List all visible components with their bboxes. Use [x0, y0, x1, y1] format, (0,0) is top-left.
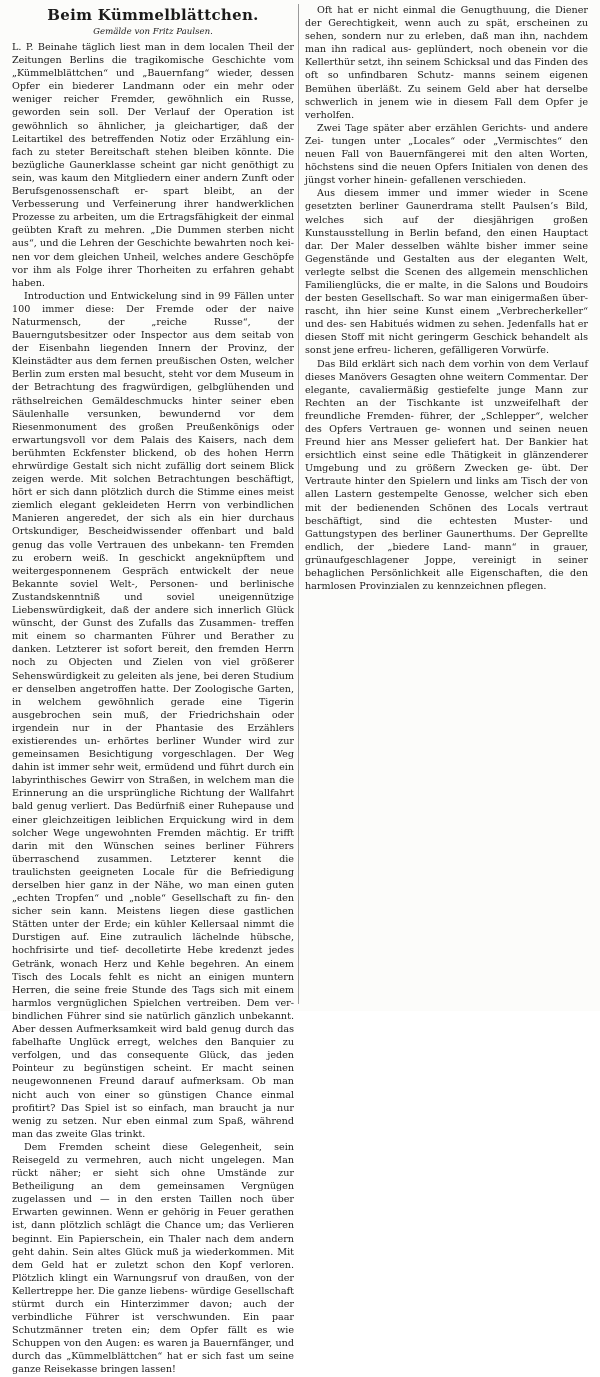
article-paragraph: L. P. Beinahe täglich liest man in dem localen Theil der Zeitungen Berlins die tragikomische Geschichte vom „Kümmelblättchen“ und „Bauernfang“ wieder, dessen Opfer ein biederer Landmann oder ein mehr oder weniger reicher Fremder, gewöhnlich ein Russe, geworden sein soll. Der Verlauf der Operation ist gewöhnlich so ähnlicher, ja gleichartiger, daß der Leitartikel des betreffenden Notiz oder Erzählung ein- fach zu steter Bereitschaft stehen bleiben könnte. Die bezügliche Gaunerklasse scheint gar nicht genöthigt zu sein, was kaum den Mitgliedern einer andern Zunft oder Berufsgenossenschaft er- spart bleibt, an der Verbesserung und Verfeinerung ihrer handwerklichen Prozesse zu arbeiten, um die Ertragsfähigkeit der einmal geübten Kraft zu mehren. „Die Dummen sterben nicht aus“, und die Lehren der Geschichte bewahrten noch kei- nen vor dem gleichen Unheil, welches andere Geschöpfe vor ihm als Folge ihrer Thorheiten zu erfahren gehabt haben.: [12, 42, 294, 289]
article-paragraph: Oft hat er nicht einmal die Genugthuung, die Diener der Gerechtigkeit, wenn auch zu spät, erscheinen zu sehen, sondern nur zu erleben, daß man ihn, nachdem man ihn radical aus- geplündert, noch obenein vor die Kellerthür setzt, ihn seinem Schicksal und das Finden des oft so unfindbaren Schutz- manns seinem eigenen Bemühen überläßt. Zu seinem Geld aber hat derselbe schwerlich in jenem wie in diesem Fall dem Opfer je verholfen.: [305, 5, 588, 121]
right-column: [305, 4, 588, 1004]
left-column: [12, 4, 294, 1376]
article-paragraph: Das Bild erklärt sich nach dem vorhin von dem Verlauf dieses Manövers Gesagten ohne weitern Commentar. Der elegante, cavaliermäßig gestiefelte junge Mann zur Rechten an der Tischkante ist unzweifelhaft der freundliche Fremden- führer, der „Schlepper“, welcher des Opfers Vertrauen ge- wonnen und seinen neuen Freund hier ans Messer geliefert hat. Der Bankier hat ersichtlich einst seine edle Thätigkeit in glänzenderer Umgebung und zu größern Zwecken ge- übt. Der Vertraute hinter den Spielern und links am Tisch der von allen Lastern gestempelte Genosse, welcher sich eben mit der bedienenden Schönen des Locals vertraut beschäftigt, sind die echtesten Muster- und Gattungstypen des berliner Gaunerthums. Der Geprellte endlich, der „biedere Land- mann“ in grauer, grünaufgeschlagener Joppe, vereinigt in seiner behaglichen Persönlichkeit alle Eigenschaften, die den harmlosen Provinzialen zu kennzeichnen pflegen.: [305, 358, 588, 593]
article-paragraph: Aus diesem immer und immer wieder in Scene gesetzten berliner Gaunerdrama stellt Paulsen’s Bild, welches sich auf der diesjährigen großen Kunstausstellung in Berlin befand, den einen Hauptact dar. Der Maler desselben wählte bisher immer seine Gegenstände und Gestalten aus der eleganten Welt, verlegte selbst die Scenen des allgemein menschlichen Familienglücks, die er malte, in die Salons und Boudoirs der besten Gesellschaft. So war man einigermaßen über- rascht, ihn hier seine Kunst einem „Verbrecherkeller“ und des- sen Habitués widmen zu sehen. Jedenfalls hat er diesen Stoff mit nicht geringerm Geschick behandelt als sonst jene erfreu- licheren, gefälligeren Vorwürfe.: [305, 188, 588, 357]
article-paragraph: Introduction und Entwickelung sind in 99 Fällen unter 100 immer diese: Der Fremde oder der naive Naturmensch, der „reiche Russe“, der Bauerngutsbesitzer oder Inspector aus dem seitab von der Eisenbahn liegenden Innern der Provinz, der Kleinstädter aus dem fernen preußischen Osten, welcher Berlin zum ersten mal besucht, steht vor dem Museum in der Betrachtung des fragwürdigen, gelbglühenden und räthselreichen Gemäldeschmucks hinter seiner eben Säulenhalle versunken, bewundernd vor dem Riesenmonument des großen Preußenkönigs oder erwartungsvoll vor dem Palais des Kaisers, nach dem berühmten Eckfenster blickend, ob des hohen Herrn ehrwürdige Gestalt sich nicht zufällig dort seinem Blick zeigen werde. Mit solchen Betrachtungen beschäftigt, hört er sich dann plötzlich durch die Stimme eines meist ziemlich elegant gekleideten Herrn von verbindlichen Manieren angeredet, der sich als ein hier durchaus Ortskundiger, Bescheidwissender offenbart und bald genug das volle Vertrauen des unbekann- ten Fremden zu erobern weiß. In geschickt angeknüpftem und weitergesponnenem Gespräch entwickelt der neue Bekannte soviel Welt-, Personen- und berlinische Zustandskenntniß und soviel uneigennützige Liebenswürdigkeit, daß der andere sich innerlich Glück wünscht, der Gunst des Zufalls das Zusammen- treffen mit einem so charmanten Führer und Berather zu danken. Letzterer ist sofort bereit, den fremden Herrn noch zu Objecten und Zielen von viel größerer Sehenswürdigkeit zu geleiten als jene, bei deren Studium er denselben angetroffen hatte. Der Zoologische Garten, in welchem gewöhnlich gerade eine Tigerin ausgebrochen sein muß, der Friedrichshain oder irgendein nur in der Phantasie des Erzählers existierendes un- erhörtes berliner Wunder wird zur gemeinsamen Besichtigung vorgeschlagen. Der Weg dahin ist immer sehr weit, ermüdend und führt durch ein labyrinthisches Gewirr von Straßen, in welchem man die Erinnerung an die ursprüngliche Richtung der Wallfahrt bald genug verliert. Das Bedürfniß einer Ruhepause und einer gleichzeitigen leiblichen Erquickung wird in dem solcher Wege ungewohnten Fremden mächtig. Er trifft darin mit den Wünschen seines berliner Führers überraschend zusammen. Letzterer kennt die traulichsten geeigneten Locale für die Befriedigung derselben hier ganz in der Nähe, wo man einen guten „echten Tropfen“ und „noble“ Gesellschaft zu fin- den sicher sein kann. Meistens liegen diese gastlichen Stätten unter der Erde; ein kühler Kellersaal nimmt die Durstigen auf. Eine zutraulich lächelnde hübsche, hochfrisirte und tief- decolletirte Hebe kredenzt jedes Getränk, wonach Herz und Kehle begehren. An einem Tisch des Locals fehlt es nicht an einigen muntern Herren, die seine freie Stunde des Tags sich mit einem harmlos vergnüglichen Spielchen vertreiben. Dem ver- bindlichen Führer sind sie natürlich gänzlich unbekannt. Aber dessen Aufmerksamkeit wird bald genug durch das fabelhafte Unglück erregt, welches den Banquier zu verfolgen, und das consequente Glück, das jeden Pointeur zu begünstigen scheint. Er macht seinen neugewonnenen Freund darauf aufmerksam. Ob man nicht auch von einer so günstigen Chance einmal profitirt? Das Spiel ist so einfach, man braucht ja nur wenig zu setzen. Nur eben einmal zum Spaß, während man das zweite Glas trinkt.: [12, 290, 294, 1140]
article-title: Beim Kümmelblättchen.: [47, 6, 259, 24]
column-divider: [298, 4, 299, 1004]
article-paragraph: Zwei Tage später aber erzählen Gerichts- und andere Zei- tungen unter „Locales“ oder „Vermischtes“ den neuen Fall von Bauernfängerei mit den alten Worten, höchstens sind die neuen Opfers Initialen von denen des jüngst vorher hinein- gefallenen verschieden.: [305, 122, 588, 187]
article-paragraph: Dem Fremden scheint diese Gelegenheit, sein Reisegeld zu vermehren, auch nicht ungelegen. Man rückt näher; er sieht sich ohne Umstände zur Betheiligung an dem gemeinsamen Vergnügen zugelassen und — in den ersten Taillen noch über Erwarten gewinnen. Wenn er gehörig in Feuer gerathen ist, dann plötzlich schlägt die Chance um; das Verlieren beginnt. Ein Papierschein, ein Thaler nach dem andern geht dahin. Sein altes Glück muß ja wiederkommen. Mit dem Geld hat er zuletzt schon den Kopf verloren. Plötzlich klingt ein Warnungsruf von draußen, von der Kellertreppe her. Die ganze liebens- würdige Gesellschaft stürmt durch ein Hinterzimmer davon; auch der verbindliche Führer ist verschwunden. Ein paar Schutzmänner treten ein; dem Opfer fällt es wie Schuppen von den Augen: es waren ja Bauernfänger, und durch das „Kümmelblättchen“ hat er sich fast um seine ganze Reisekasse bringen lassen!: [12, 1141, 294, 1376]
article-byline: Gemälde von Fritz Paulsen.: [93, 27, 213, 37]
